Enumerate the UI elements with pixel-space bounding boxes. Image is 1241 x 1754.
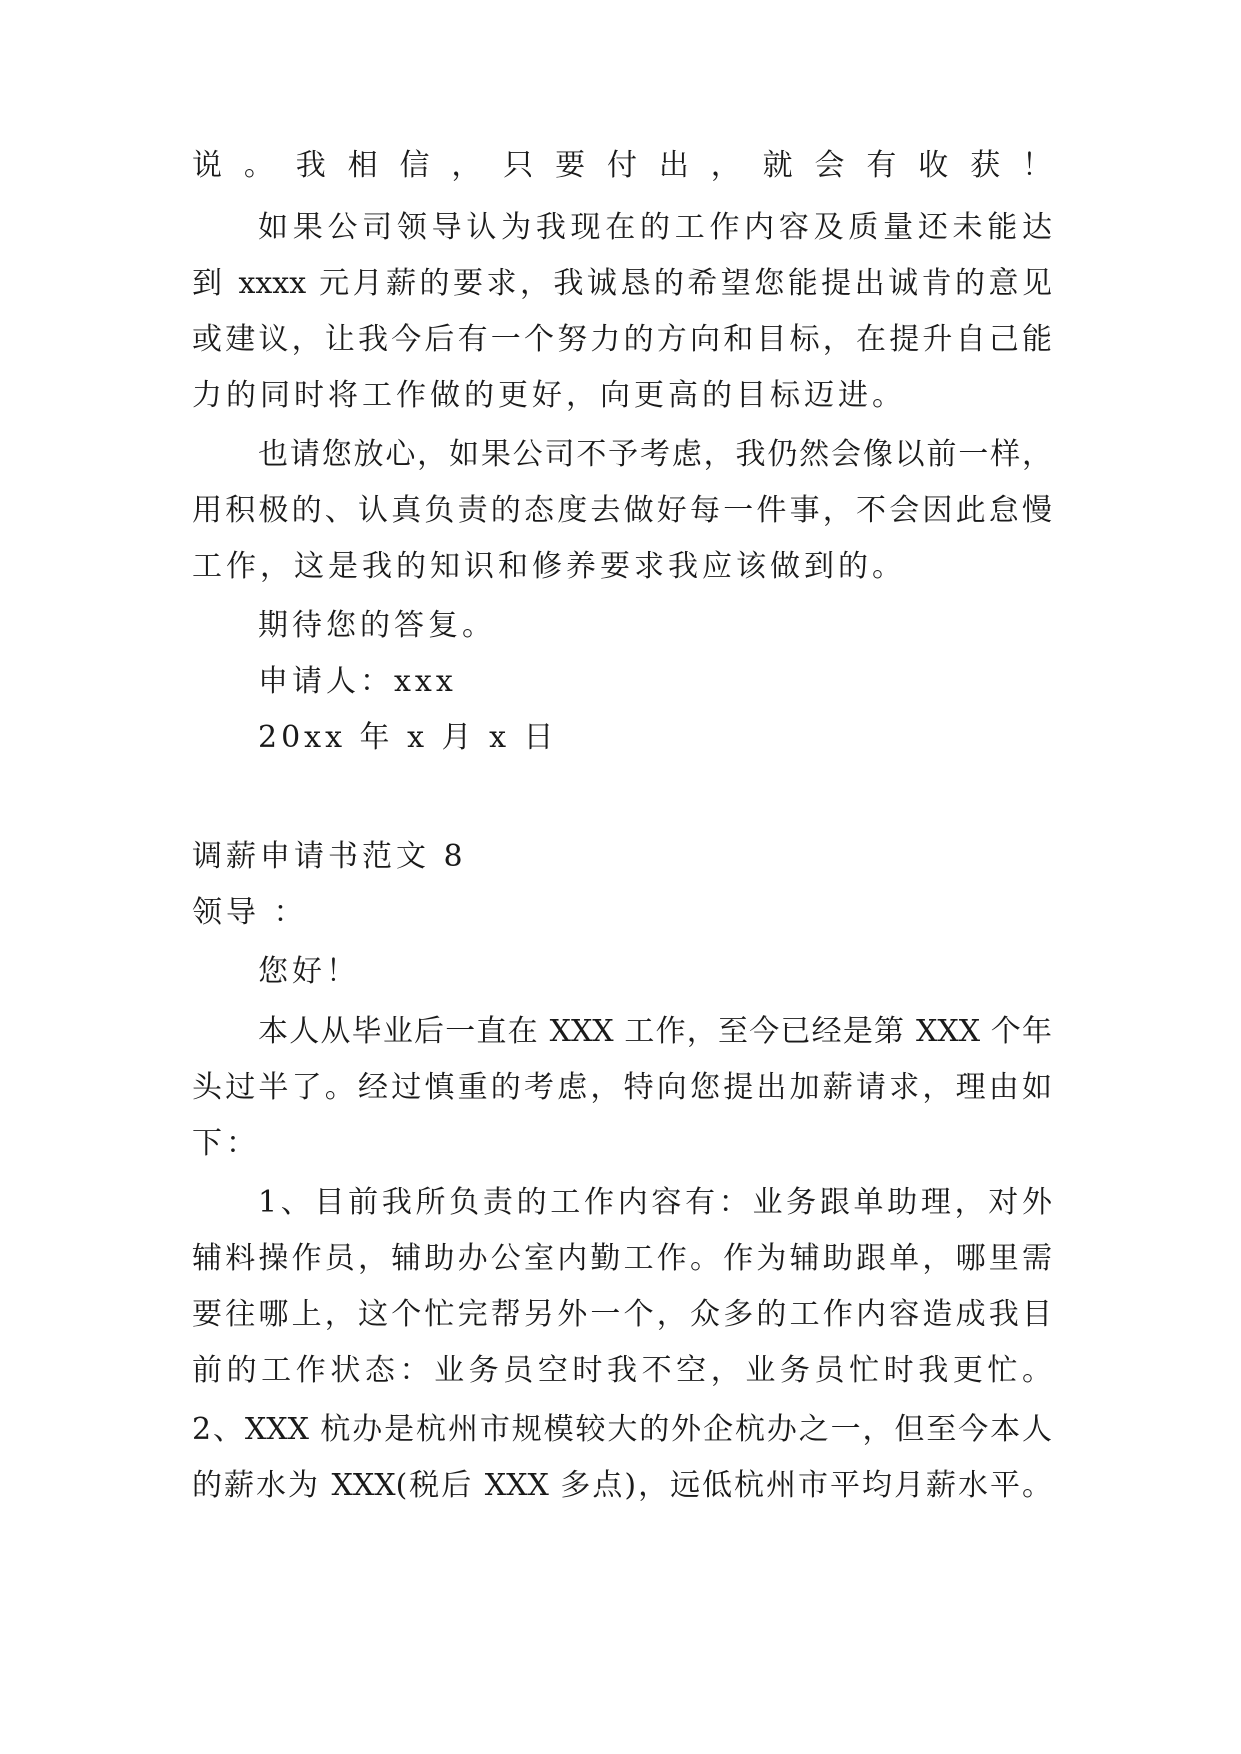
paragraph-line: 到 xxxx 元月薪的要求，我诚恳的希望您能提出诚肯的意见 bbox=[192, 266, 1052, 301]
paragraph-line: 前的工作状态：业务员空时我不空，业务员忙时我更忙。 bbox=[192, 1353, 1052, 1388]
paragraph-line: 或建议，让我今后有一个努力的方向和目标，在提升自己能 bbox=[192, 322, 1052, 357]
paragraph-line: 力的同时将工作做的更好，向更高的目标迈进。 bbox=[192, 378, 906, 413]
paragraph-line: 的薪水为 XXX(税后 XXX 多点)，远低杭州市平均月薪水平。 bbox=[192, 1468, 1052, 1503]
paragraph-line: 工作，这是我的知识和修养要求我应该做到的。 bbox=[192, 549, 906, 584]
greeting: 您好！ bbox=[258, 954, 360, 989]
paragraph-line: 如果公司领导认为我现在的工作内容及质量还未能达 bbox=[258, 210, 1052, 245]
paragraph-line: 头过半了。经过慎重的考虑，特向您提出加薪请求，理由如 bbox=[192, 1070, 1052, 1105]
paragraph-line: 本人从毕业后一直在 XXX 工作，至今已经是第 XXX 个年 bbox=[258, 1014, 1052, 1049]
paragraph-line: 用积极的、认真负责的态度去做好每一件事，不会因此怠慢 bbox=[192, 493, 1052, 528]
date-line: 20xx 年 x 月 x 日 bbox=[258, 720, 558, 755]
paragraph-line: 2、XXX 杭办是杭州市规模较大的外企杭办之一，但至今本人 bbox=[192, 1412, 1052, 1447]
paragraph-line: 期待您的答复。 bbox=[258, 608, 496, 643]
paragraph-line: 1、目前我所负责的工作内容有：业务跟单助理，对外 bbox=[258, 1185, 1052, 1220]
paragraph-line: 也请您放心，如果公司不予考虑，我仍然会像以前一样， bbox=[258, 437, 1052, 472]
section-title: 调薪申请书范文 8 bbox=[192, 839, 467, 874]
paragraph-line: 要往哪上，这个忙完帮另外一个，众多的工作内容造成我目 bbox=[192, 1297, 1052, 1332]
paragraph-line: 下： bbox=[192, 1126, 260, 1161]
paragraph-line: 辅料操作员，辅助办公室内勤工作。作为辅助跟单，哪里需 bbox=[192, 1241, 1052, 1276]
salutation: 领导 ： bbox=[192, 895, 308, 930]
paragraph-line: 说。我相信，只要付出，就会有收获！ bbox=[192, 148, 1052, 183]
signature-line: 申请人：xxx bbox=[258, 664, 457, 699]
